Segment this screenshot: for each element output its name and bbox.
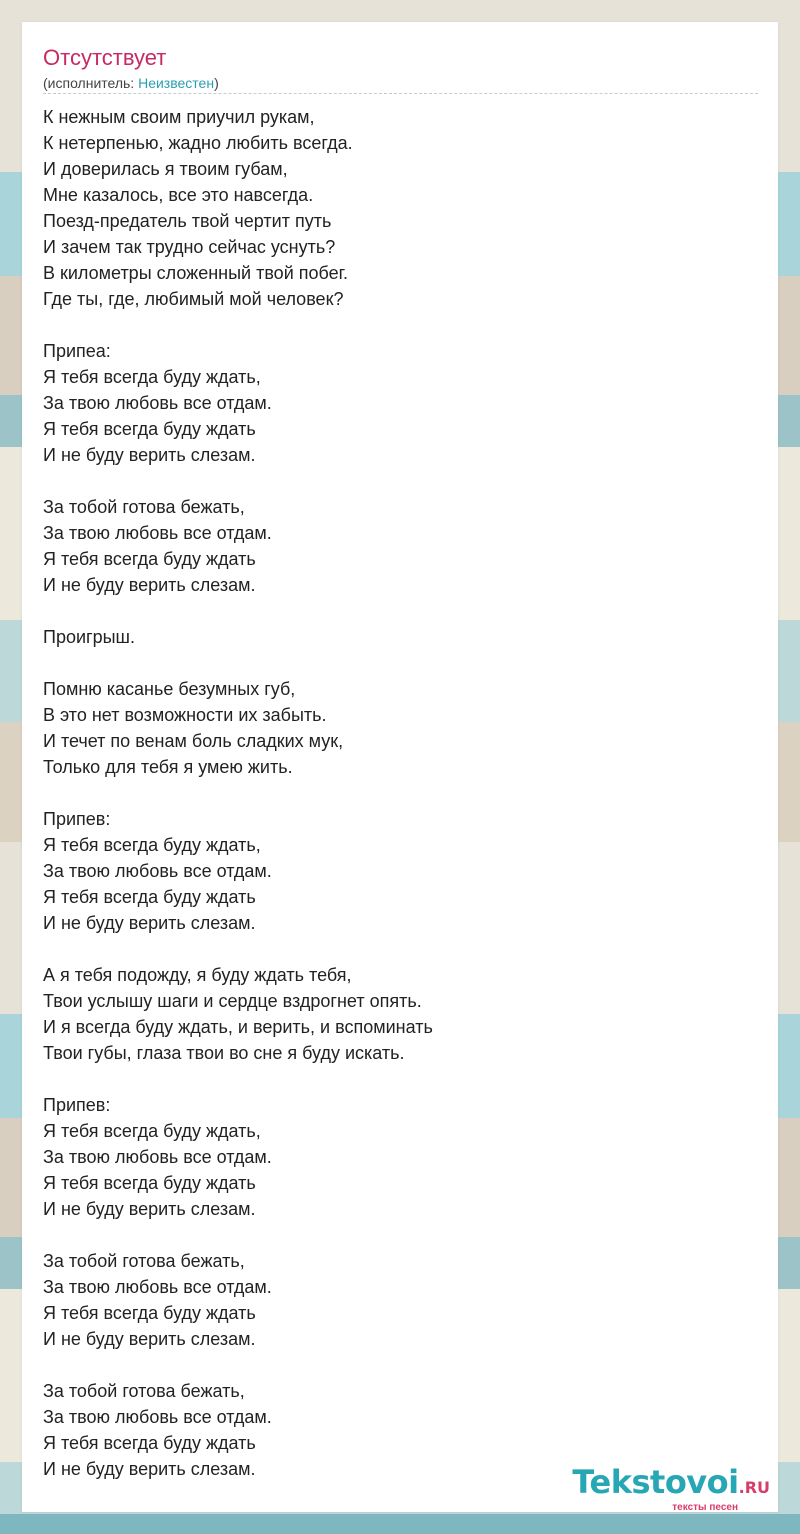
lyric-line: Припев: — [43, 809, 111, 829]
lyrics-card — [22, 22, 778, 1512]
lyric-line: Я тебя всегда буду ждать — [43, 1303, 256, 1323]
performer-line — [43, 74, 219, 92]
lyric-line: Помню касанье безумных губ, — [43, 679, 296, 699]
lyric-line: За твою любовь все отдам. — [43, 861, 272, 881]
lyric-line: Я тебя всегда буду ждать, — [43, 835, 261, 855]
lyric-line: И не буду верить слезам. — [43, 445, 256, 465]
lyric-line: К нежным своим приучил рукам, — [43, 107, 315, 127]
lyric-line: В километры сложенный твой побег. — [43, 263, 348, 283]
lyric-line: А я тебя подожду, я буду ждать тебя, — [43, 965, 352, 985]
lyric-line: Припеа: — [43, 341, 111, 361]
lyric-blank-line — [43, 598, 758, 624]
lyric-line: За тобой готова бежать, — [43, 1251, 245, 1271]
lyric-line: За твою любовь все отдам. — [43, 393, 272, 413]
title-divider — [43, 93, 758, 94]
lyric-blank-line — [43, 780, 758, 806]
lyric-blank-line — [43, 1352, 758, 1378]
lyric-line: И не буду верить слезам. — [43, 1329, 256, 1349]
lyric-line: Твои услышу шаги и сердце вздрогнет опять. — [43, 991, 422, 1011]
lyric-line: И я всегда буду ждать, и верить, и вспоминать — [43, 1017, 433, 1037]
lyric-line: За тобой готова бежать, — [43, 497, 245, 517]
lyric-line: Только для тебя я умею жить. — [43, 757, 293, 777]
lyric-line: За твою любовь все отдам. — [43, 1407, 272, 1427]
lyric-line: И не буду верить слезам. — [43, 913, 256, 933]
lyric-line: И не буду верить слезам. — [43, 1459, 256, 1479]
lyric-line: Где ты, где, любимый мой человек? — [43, 289, 344, 309]
lyric-line: За твою любовь все отдам. — [43, 1147, 272, 1167]
logo-tagline: тексты песен — [672, 1502, 738, 1513]
bottom-strip — [0, 1514, 800, 1534]
lyric-line: За твою любовь все отдам. — [43, 1277, 272, 1297]
lyric-blank-line — [43, 468, 758, 494]
lyric-line: Я тебя всегда буду ждать — [43, 887, 256, 907]
lyric-line: И течет по венам боль сладких мук, — [43, 731, 344, 751]
lyric-line: Поезд-предатель твой чертит путь — [43, 211, 332, 231]
lyric-line: Я тебя всегда буду ждать — [43, 1173, 256, 1193]
lyric-line: За тобой готова бежать, — [43, 1381, 245, 1401]
logo-wordmark — [572, 1463, 770, 1504]
lyric-line: И зачем так трудно сейчас уснуть? — [43, 237, 336, 257]
lyric-blank-line — [43, 1066, 758, 1092]
lyric-line: К нетерпенью, жадно любить всегда. — [43, 133, 353, 153]
lyric-line: Я тебя всегда буду ждать — [43, 1433, 256, 1453]
site-logo[interactable] — [572, 1463, 770, 1514]
lyric-line: Я тебя всегда буду ждать — [43, 419, 256, 439]
lyric-blank-line — [43, 936, 758, 962]
lyric-line: И доверилась я твоим губам, — [43, 159, 288, 179]
lyric-line: За твою любовь все отдам. — [43, 523, 272, 543]
performer-suffix: ) — [214, 75, 219, 91]
lyric-blank-line — [43, 1222, 758, 1248]
song-title: Отсутствует — [43, 45, 167, 70]
lyric-line: И не буду верить слезам. — [43, 1199, 256, 1219]
lyric-line: И не буду верить слезам. — [43, 575, 256, 595]
lyric-line: Твои губы, глаза твои во сне я буду искать. — [43, 1043, 405, 1063]
lyric-line: Я тебя всегда буду ждать — [43, 549, 256, 569]
lyric-blank-line — [43, 312, 758, 338]
logo-name: Tekstovoi — [572, 1463, 739, 1501]
performer-link[interactable]: Неизвестен — [138, 75, 215, 91]
performer-prefix: (исполнитель: — [43, 75, 139, 91]
lyric-line: Я тебя всегда буду ждать, — [43, 1121, 261, 1141]
lyric-line: Мне казалось, все это навсегда. — [43, 185, 314, 205]
lyrics-text — [43, 104, 758, 1482]
lyric-line: В это нет возможности их забыть. — [43, 705, 327, 725]
lyric-blank-line — [43, 650, 758, 676]
logo-tld: .RU — [738, 1478, 770, 1497]
lyric-line: Я тебя всегда буду ждать, — [43, 367, 261, 387]
lyric-line: Припев: — [43, 1095, 111, 1115]
lyric-line: Проигрыш. — [43, 627, 135, 647]
